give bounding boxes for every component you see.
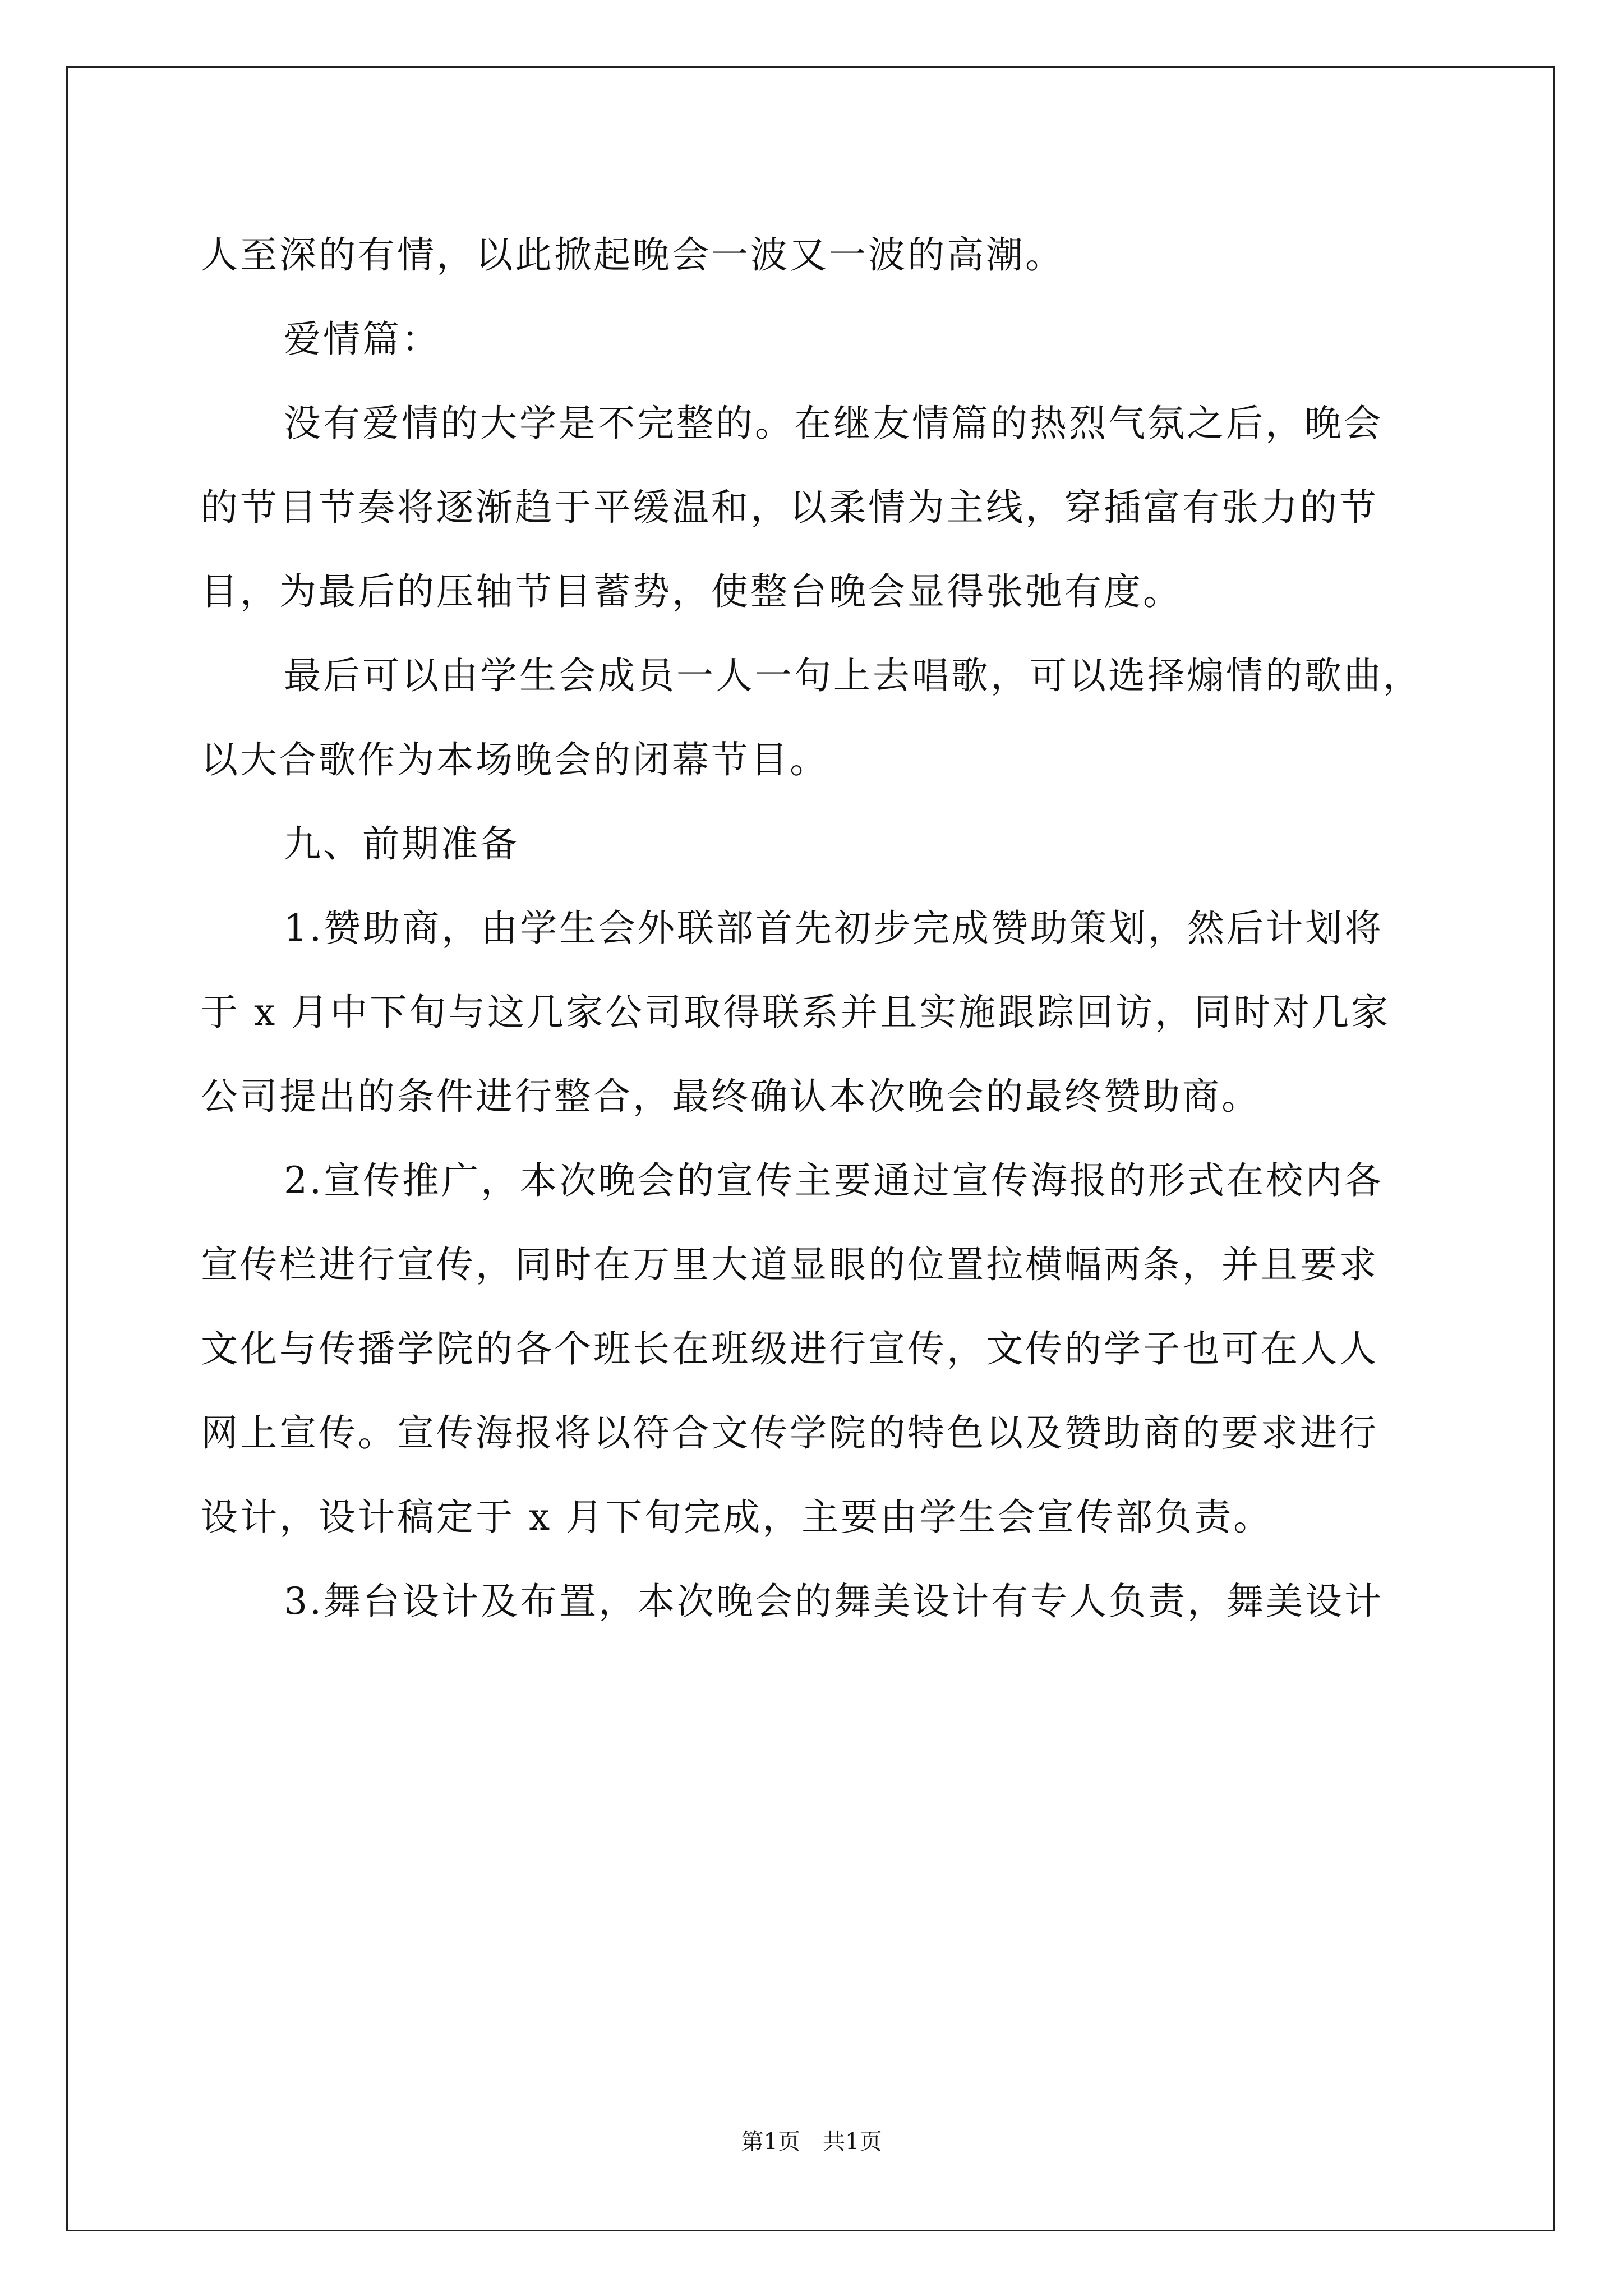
page-number: 第1页 共1页 (741, 2129, 882, 2155)
body-line: 的节目节奏将逐渐趋于平缓温和，以柔情为主线，穿插富有张力的节 (201, 486, 1378, 529)
body-line: 最后可以由学生会成员一人一句上去唱歌，可以选择煽情的歌曲， (284, 654, 1422, 697)
list-item-sponsor: 1.赞助商，由学生会外联部首先初步完成赞助策划，然后计划将 (284, 907, 1384, 950)
body-line: 于 x 月中下旬与这几家公司取得联系并且实施跟踪回访，同时对几家 (201, 991, 1391, 1034)
body-line: 人至深的有情，以此掀起晚会一波又一波的高潮。 (201, 233, 1064, 277)
body-line: 设计，设计稿定于 x 月下旬完成，主要由学生会宣传部负责。 (201, 1496, 1273, 1539)
body-line: 文化与传播学院的各个班长在班级进行宣传，文传的学子也可在人人 (201, 1327, 1378, 1370)
body-line: 以大合歌作为本场晚会的闭幕节目。 (201, 738, 829, 781)
body-line: 宣传栏进行宣传，同时在万里大道显眼的位置拉横幅两条，并且要求 (201, 1243, 1378, 1286)
document-body (201, 213, 1432, 1644)
section-heading-preparation: 九、前期准备 (284, 822, 519, 866)
list-item-promotion: 2.宣传推广，本次晚会的宣传主要通过宣传海报的形式在校内各 (284, 1159, 1384, 1202)
body-line: 没有爱情的大学是不完整的。在继友情篇的热烈气氛之后，晚会 (284, 402, 1383, 445)
body-line: 网上宣传。宣传海报将以符合文传学院的特色以及赞助商的要求进行 (201, 1411, 1378, 1455)
list-item-stage: 3.舞台设计及布置，本次晚会的舞美设计有专人负责，舞美设计 (284, 1580, 1384, 1623)
body-line: 目，为最后的压轴节目蓄势，使整台晚会显得张弛有度。 (201, 570, 1182, 613)
section-heading-love: 爱情篇： (284, 318, 441, 361)
body-line: 公司提出的条件进行整合，最终确认本次晚会的最终赞助商。 (201, 1075, 1261, 1118)
